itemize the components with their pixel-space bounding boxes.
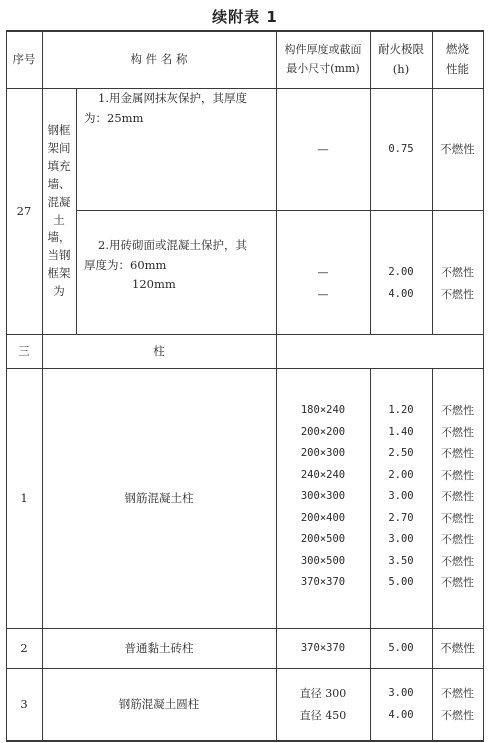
row1-size-5: 300×300 [300, 490, 346, 502]
row3-seq: 3 [20, 696, 28, 711]
header-limit-line1: 耐火极限 [378, 41, 424, 56]
row27-item2-sizes [276, 262, 370, 305]
row3-perf-2: 不燃性 [441, 708, 474, 722]
header-size-line2: 最小尺寸(mm) [286, 61, 360, 75]
header-seq: 序号 [12, 51, 36, 66]
row1-limit-1: 1.20 [388, 404, 414, 416]
row27-item1-size: — [317, 141, 329, 156]
section-seq: 三 [18, 343, 30, 358]
row1-perf-9: 不燃性 [441, 576, 474, 589]
row1-perf-1: 不燃性 [441, 404, 474, 417]
header-size-line1: 构件厚度或截面 [284, 42, 362, 56]
row27-item2-desc-line1: 2.用砖砌面或混凝土保护，其 [98, 238, 247, 252]
section-name: 柱 [153, 343, 165, 358]
table-bottom-border [6, 740, 484, 742]
row27-item2-limit-2: 4.00 [388, 287, 414, 300]
row1-limit-9: 5.00 [388, 576, 414, 588]
row1-perf-2: 不燃性 [441, 425, 474, 439]
row3-name: 钢筋混凝土圆柱 [118, 696, 200, 711]
category-column-rule [76, 88, 77, 334]
row1-perf-7: 不燃性 [441, 533, 474, 546]
row27-item-divider [76, 210, 484, 211]
row1-size-1: 180×240 [300, 404, 346, 416]
row3-size-1: 直径 300 [299, 687, 347, 700]
row1-limit-5: 3.00 [388, 490, 414, 502]
row3-sizes [276, 683, 370, 726]
row1-perf-6: 不燃性 [441, 511, 474, 525]
row27-item2-desc-line2: 厚度为：60mm [84, 257, 167, 272]
row3-limit-2: 4.00 [388, 708, 414, 721]
row1-size-4: 240×240 [300, 468, 346, 481]
row1-limit-4: 2.00 [388, 468, 414, 481]
row1-sizes [276, 400, 370, 594]
row1-size-9: 370×370 [300, 576, 346, 588]
row27-item1-desc-line2: 为：25mm [84, 110, 144, 125]
header-limit [370, 31, 432, 88]
row1-limit-2: 1.40 [388, 425, 414, 438]
row27-item1-perf: 不燃性 [440, 141, 475, 156]
row1-size-8: 300×500 [300, 554, 346, 567]
table-title: 续附表 1 [212, 8, 278, 26]
header-limit-line2: (h) [392, 61, 410, 76]
row27-item2-size-2: — [317, 287, 329, 301]
row3-perf-1: 不燃性 [441, 687, 474, 700]
header-name: 构 件 名 称 [130, 51, 188, 66]
header-perf [432, 31, 483, 88]
row1-size-7: 200×500 [300, 533, 346, 545]
row1-seq: 1 [20, 490, 28, 505]
row1-size-3: 200×300 [300, 447, 346, 459]
row3-limit-1: 3.00 [388, 687, 414, 699]
row27-item2-desc-line3: 120mm [132, 277, 176, 292]
row1-perf-3: 不燃性 [441, 447, 474, 460]
row27-seq: 27 [16, 203, 32, 218]
row27-item1-desc-line1: 1.用金属网抹灰保护，其厚度 [98, 91, 247, 105]
row1-perf-8: 不燃性 [441, 554, 474, 568]
row27-category: 钢框架间填充墙、混凝土墙，当钢框架为 [47, 123, 71, 298]
row1-name: 钢筋混凝土柱 [124, 490, 194, 505]
row1-perf-5: 不燃性 [441, 490, 474, 503]
row27-item2-desc [84, 236, 274, 300]
row2-size: 370×370 [300, 641, 346, 654]
row27-category-cell [42, 89, 76, 334]
row2-limit: 5.00 [388, 641, 414, 654]
row27-item2-limits [370, 262, 432, 305]
row1-perf-4: 不燃性 [441, 468, 474, 482]
row27-item1-desc [84, 89, 274, 210]
row3-limits [370, 683, 432, 726]
row1-limit-6: 2.70 [388, 511, 414, 524]
row1-limit-8: 3.50 [388, 554, 414, 567]
row2-name: 普通黏土砖柱 [124, 640, 194, 655]
row1-limit-7: 3.00 [388, 533, 414, 545]
row1-size-2: 200×200 [300, 425, 346, 438]
table-right-border [483, 30, 484, 742]
row27-item1-limit: 0.75 [388, 142, 414, 155]
row1-limits [370, 400, 432, 594]
row27-item2-perf-2: 不燃性 [441, 287, 474, 301]
row1-perfs [432, 400, 483, 594]
header-perf-line2: 性能 [446, 61, 469, 76]
row27-item2-perf-1: 不燃性 [441, 266, 474, 279]
row27-item2-limit-1: 2.00 [388, 266, 414, 278]
row3-size-2: 直径 450 [299, 708, 347, 722]
row2-perf: 不燃性 [440, 640, 475, 655]
header-size [276, 31, 370, 88]
row3-perfs [432, 683, 483, 726]
row27-item2-size-1: — [317, 266, 329, 279]
header-perf-line1: 燃烧 [446, 41, 469, 56]
row2-seq: 2 [20, 640, 28, 655]
row1-size-6: 200×400 [300, 511, 346, 524]
row1-limit-3: 2.50 [388, 447, 414, 459]
row27-item2-perfs [432, 262, 483, 305]
